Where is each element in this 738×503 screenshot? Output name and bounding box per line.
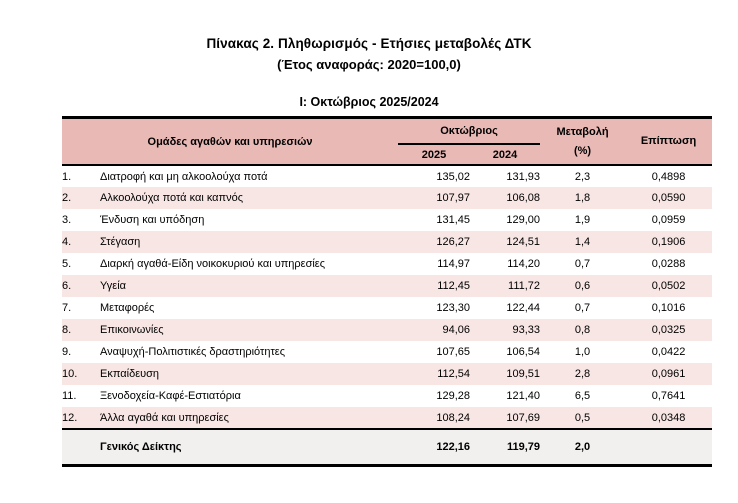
table-row	[62, 385, 712, 407]
table-row	[62, 187, 712, 209]
index-2025: 108,24	[436, 411, 471, 424]
index-2025: 131,45	[436, 214, 471, 226]
change-percent: 1,4	[574, 236, 591, 248]
change-percent: 0,8	[574, 324, 591, 336]
header-change-line1: Μεταβολή	[556, 125, 609, 138]
impact-value: 0,0959	[651, 214, 686, 226]
impact-value: 0,4898	[651, 170, 686, 183]
category-name: Επικοινωνίες	[100, 324, 164, 336]
row-number: 4.	[62, 236, 72, 248]
row-number: 6.	[62, 280, 72, 292]
index-2024: 129,00	[506, 214, 541, 226]
change-percent: 6,5	[574, 390, 591, 402]
change-percent: 1,0	[574, 346, 591, 358]
change-percent: 2,8	[574, 368, 591, 380]
row-number: 11.	[62, 390, 77, 402]
category-name: Υγεία	[100, 280, 127, 292]
row-number: 3.	[62, 214, 72, 226]
general-index-impact	[625, 429, 712, 465]
row-number: 7.	[62, 302, 72, 314]
table-row	[62, 363, 712, 385]
header-year-2024: 2024	[492, 148, 518, 161]
table-row	[62, 297, 712, 319]
row-number: 12.	[62, 411, 78, 424]
category-name: Άλλα αγαθά και υπηρεσίες	[100, 411, 229, 424]
row-number: 9.	[62, 346, 72, 358]
category-name: Στέγαση	[100, 236, 141, 248]
category-name: Διατροφή και μη αλκοολούχα ποτά	[100, 170, 268, 183]
change-percent: 2,3	[574, 170, 591, 183]
change-percent: 0,5	[574, 411, 591, 424]
category-name: Ξενοδοχεία-Καφέ-Εστιατόρια	[100, 390, 241, 402]
index-2024: 111,72	[508, 280, 541, 292]
table-header	[62, 118, 712, 166]
table-row	[62, 253, 712, 275]
impact-value: 0,0502	[651, 280, 686, 292]
index-2025: 94,06	[442, 324, 471, 336]
section-heading: Ι: Οκτώβριος 2025/2024	[299, 95, 439, 109]
impact-value: 0,0961	[651, 368, 686, 380]
index-2025: 126,27	[436, 236, 471, 248]
page-title: Πίνακας 2. Πληθωρισμός - Ετήσιες μεταβολές ΔΤΚ	[206, 36, 532, 51]
row-number: 10.	[62, 368, 78, 380]
header-groups: Ομάδες αγαθών και υπηρεσιών	[147, 135, 313, 148]
row-number: 2.	[62, 192, 72, 204]
general-index-2024: 119,79	[506, 440, 541, 453]
category-name: Ένδυση και υπόδηση	[100, 214, 205, 226]
header-year-2025: 2025	[421, 148, 447, 161]
change-percent: 0,7	[574, 258, 591, 270]
table-row	[62, 231, 712, 253]
table-row	[62, 319, 712, 341]
impact-value: 0,0348	[651, 411, 686, 424]
impact-value: 0,0325	[651, 324, 686, 336]
page-subtitle: (Έτος αναφοράς: 2020=100,0)	[277, 57, 461, 72]
row-number: 5.	[62, 258, 72, 270]
total-row-number	[62, 429, 100, 465]
header-month-group: Οκτώβριος	[398, 118, 540, 145]
row-number: 1.	[62, 170, 72, 183]
impact-value: 0,0288	[651, 258, 686, 270]
index-2024: 121,40	[506, 390, 541, 402]
table-row	[62, 407, 712, 429]
index-2024: 124,51	[506, 236, 541, 248]
index-2025: 112,54	[437, 368, 471, 380]
header-change	[540, 118, 625, 166]
change-percent: 0,6	[574, 280, 591, 292]
impact-value: 0,1906	[651, 236, 686, 248]
general-index-change: 2,0	[574, 440, 591, 453]
index-2024: 114,20	[507, 258, 541, 270]
index-2025: 112,45	[437, 280, 471, 292]
table-total-section	[62, 429, 712, 465]
category-name: Εκπαίδευση	[100, 368, 160, 380]
cpi-table	[62, 116, 712, 467]
index-2025: 107,65	[436, 346, 471, 358]
general-index-label: Γενικός Δείκτης	[100, 440, 182, 453]
general-index-2025: 122,16	[436, 440, 471, 453]
change-percent: 1,8	[574, 192, 591, 204]
category-name: Διαρκή αγαθά-Είδη νοικοκυριού και υπηρεσίες	[100, 258, 326, 270]
index-2024: 131,93	[506, 170, 541, 183]
index-2024: 93,33	[512, 324, 541, 336]
index-2025: 114,97	[437, 258, 471, 270]
category-name: Αλκοολούχα ποτά και καπνός	[100, 192, 244, 204]
index-2024: 106,08	[506, 192, 541, 204]
impact-value: 0,7641	[651, 390, 686, 402]
index-2025: 123,30	[436, 302, 471, 314]
table-row	[62, 209, 712, 231]
impact-value: 0,1016	[651, 302, 686, 314]
index-2025: 129,28	[436, 390, 471, 402]
table-body	[62, 165, 712, 429]
table-row	[62, 341, 712, 363]
header-change-line2: (%)	[573, 144, 592, 157]
index-2024: 107,69	[506, 411, 541, 424]
index-2024: 109,51	[506, 368, 541, 380]
table-row	[62, 275, 712, 297]
category-name: Μεταφορές	[100, 302, 155, 314]
index-2024: 122,44	[506, 302, 541, 314]
index-2025: 107,97	[436, 192, 471, 204]
header-impact: Επίπτωση	[640, 135, 697, 147]
change-percent: 1,9	[574, 214, 591, 226]
category-name: Αναψυχή-Πολιτιστικές δραστηριότητες	[100, 346, 286, 358]
total-row	[62, 429, 712, 465]
table-row	[62, 165, 712, 187]
index-2024: 106,54	[506, 346, 541, 358]
change-percent: 0,7	[574, 302, 591, 314]
impact-value: 0,0422	[651, 346, 686, 358]
index-2025: 135,02	[436, 170, 471, 183]
impact-value: 0,0590	[651, 192, 686, 204]
row-number: 8.	[62, 324, 72, 336]
